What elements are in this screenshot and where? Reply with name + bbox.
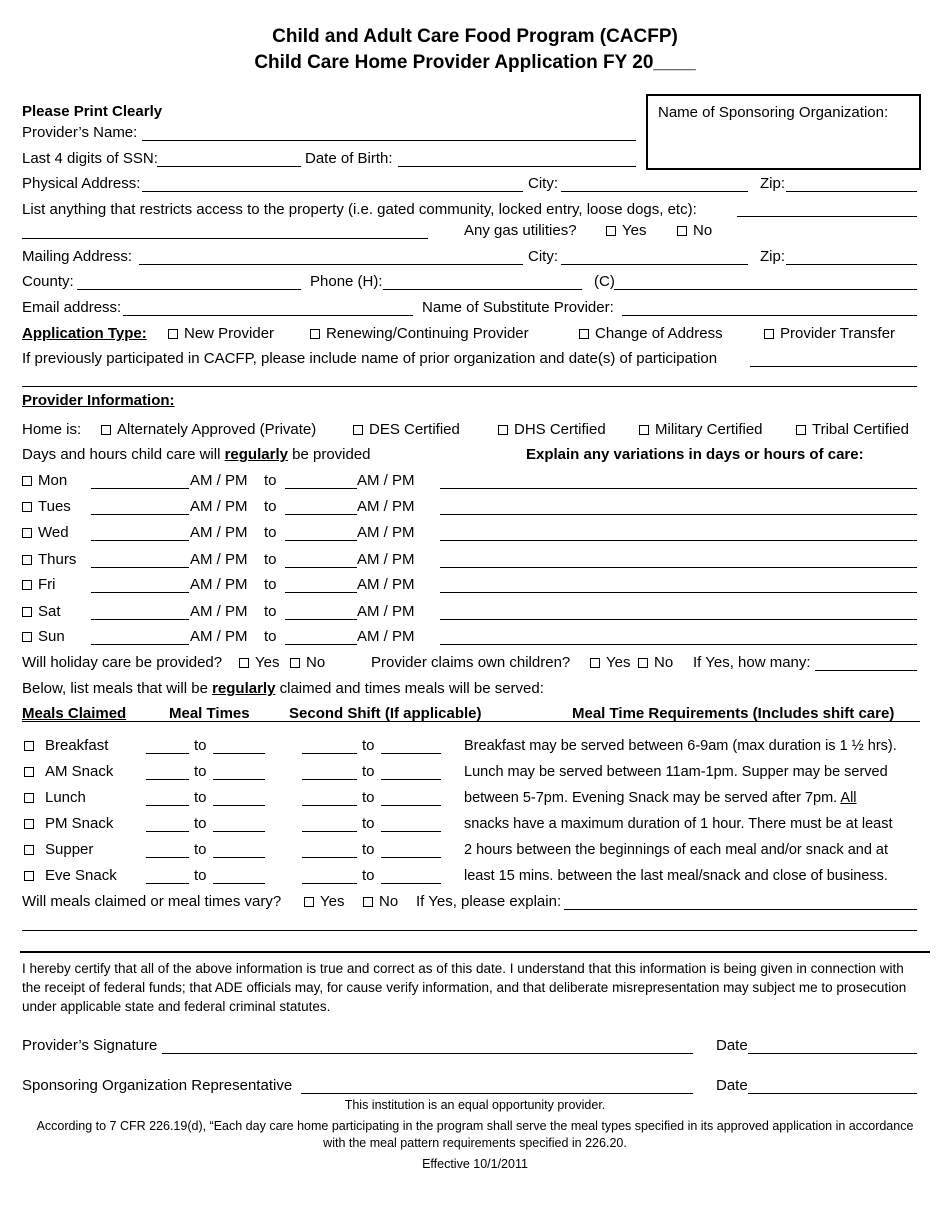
day-mon-start-field[interactable]	[91, 488, 189, 489]
own-children-no-option[interactable]	[638, 654, 673, 672]
meal-am-snack-to: to	[194, 763, 207, 780]
day-wed-start-ampm: AM / PM	[190, 524, 248, 541]
meal-eve-snack-option[interactable]	[24, 867, 117, 885]
own-children-yes-checkbox[interactable]	[590, 658, 600, 668]
day-thurs-label: Thurs	[38, 551, 77, 568]
physical-city-label: City:	[528, 175, 558, 192]
form-subtitle: Child Care Home Provider Application FY 20____	[254, 52, 696, 73]
provider-name-field[interactable]	[142, 140, 636, 141]
holiday-yes-checkbox[interactable]	[239, 658, 249, 668]
meal-eve-snack-start-field[interactable]	[146, 883, 189, 884]
meal-eve-snack-shift-start-field[interactable]	[302, 883, 357, 884]
app-type-change-address[interactable]	[579, 325, 723, 343]
dob-field[interactable]	[398, 166, 636, 167]
meals-explain-field[interactable]	[564, 909, 917, 910]
app-type-transfer-text: Provider Transfer	[780, 325, 896, 342]
home-military-checkbox[interactable]	[639, 425, 649, 435]
home-dhs-checkbox[interactable]	[498, 425, 508, 435]
second-shift-header: Second Shift (If applicable)	[289, 705, 482, 722]
home-military-certified[interactable]	[639, 421, 763, 439]
home-des-checkbox[interactable]	[353, 425, 363, 435]
meal-breakfast-to: to	[194, 737, 207, 754]
day-sat-start-ampm: AM / PM	[190, 603, 248, 620]
meal-pm-snack-option[interactable]	[24, 815, 113, 833]
meal-supper-shift-start-field[interactable]	[302, 857, 357, 858]
gas-yes-text: Yes	[622, 222, 647, 239]
meal-breakfast-start-field[interactable]	[146, 753, 189, 754]
certification-text: I hereby certify that all of the above information is true and correct as of this date. I understand that this information is being given in connection with the receipt of federal funds; that ADE officials may, for cause verify information, and that deliberate misrepresentation may subject me to prosecution under applicable state and federal criminal statutes.	[22, 961, 907, 1014]
day-sat-end-field[interactable]	[285, 619, 357, 620]
meal-pm-snack-start-field[interactable]	[146, 831, 189, 832]
meal-pm-snack-shift-to: to	[362, 815, 375, 832]
day-sat-checkbox[interactable]	[22, 607, 32, 617]
app-type-transfer[interactable]	[764, 325, 895, 343]
day-thurs-end-ampm: AM / PM	[357, 551, 415, 568]
county-field[interactable]	[77, 289, 301, 290]
meal-am-snack-start-field[interactable]	[146, 779, 189, 780]
meal-lunch-shift-to: to	[362, 789, 375, 806]
day-mon-to: to	[264, 472, 277, 489]
app-type-new-provider[interactable]	[168, 325, 274, 343]
day-tues-variation-field[interactable]	[440, 514, 917, 515]
home-military-text: Military Certified	[655, 421, 763, 438]
day-sat-label: Sat	[38, 603, 61, 620]
rep-signature-field[interactable]	[301, 1093, 693, 1094]
requirement-line-3-text: between 5-7pm. Evening Snack may be served after 7pm.	[464, 790, 841, 806]
holiday-no-option[interactable]	[290, 654, 325, 672]
provider-date-label: Date	[716, 1037, 748, 1054]
meals-explain-field-2[interactable]	[22, 930, 917, 931]
requirement-line-4: snacks have a maximum duration of 1 hour. There must be at least	[464, 816, 893, 832]
day-wed-end-ampm: AM / PM	[357, 524, 415, 541]
prior-participation-field[interactable]	[750, 366, 917, 367]
day-sat-start-field[interactable]	[91, 619, 189, 620]
day-wed-to: to	[264, 524, 277, 541]
meal-lunch-start-field[interactable]	[146, 805, 189, 806]
meal-am-snack-end-field[interactable]	[213, 779, 265, 780]
day-mon-option[interactable]	[22, 472, 67, 490]
mailing-zip-field[interactable]	[786, 264, 917, 265]
day-fri-end-field[interactable]	[285, 592, 357, 593]
app-type-change-checkbox[interactable]	[579, 329, 589, 339]
meal-supper-end-field[interactable]	[213, 857, 265, 858]
meal-pm-snack-checkbox[interactable]	[24, 819, 34, 829]
requirement-line-1: Breakfast may be served between 6-9am (max duration is 1 ½ hrs).	[464, 738, 897, 754]
meal-am-snack-label: AM Snack	[45, 763, 114, 780]
physical-zip-label: Zip:	[760, 175, 786, 192]
meal-lunch-shift-end-field[interactable]	[381, 805, 441, 806]
meal-eve-snack-end-field[interactable]	[213, 883, 265, 884]
gas-no-text: No	[693, 222, 713, 239]
day-sun-label: Sun	[38, 628, 65, 645]
days-hours-pre: Days and hours child care will	[22, 446, 225, 463]
gas-no-option[interactable]	[677, 222, 712, 240]
meal-supper-start-field[interactable]	[146, 857, 189, 858]
own-children-no-text: No	[654, 654, 674, 671]
home-des-text: DES Certified	[369, 421, 460, 438]
requirement-line-3	[464, 785, 939, 811]
provider-name-label: Provider’s Name:	[22, 124, 138, 141]
day-wed-end-field[interactable]	[285, 540, 357, 541]
meals-vary-yes-text: Yes	[320, 893, 345, 910]
day-tues-checkbox[interactable]	[22, 502, 32, 512]
provider-date-field[interactable]	[748, 1053, 917, 1054]
day-wed-checkbox[interactable]	[22, 528, 32, 538]
meals-intro	[22, 680, 544, 698]
meal-pm-snack-label: PM Snack	[45, 815, 114, 832]
day-fri-start-ampm: AM / PM	[190, 576, 248, 593]
day-fri-option[interactable]	[22, 576, 56, 594]
day-wed-start-field[interactable]	[91, 540, 189, 541]
application-type-label: Application Type:	[22, 325, 147, 342]
email-label: Email address:	[22, 299, 122, 316]
meal-am-snack-option[interactable]	[24, 763, 113, 781]
meals-header-underline	[22, 721, 920, 722]
day-thurs-start-field[interactable]	[91, 567, 189, 568]
provider-information-heading: Provider Information:	[22, 392, 175, 409]
meal-eve-snack-shift-end-field[interactable]	[381, 883, 441, 884]
own-children-yes-text: Yes	[606, 654, 631, 671]
home-tribal-checkbox[interactable]	[796, 425, 806, 435]
dob-label: Date of Birth:	[305, 150, 393, 167]
meal-supper-shift-to: to	[362, 841, 375, 858]
requirement-line-5: 2 hours between the beginnings of each meal and/or snack and at	[464, 842, 889, 858]
meals-vary-yes-checkbox[interactable]	[304, 897, 314, 907]
provider-signature-field[interactable]	[162, 1053, 693, 1054]
day-tues-end-ampm: AM / PM	[357, 498, 415, 515]
meals-vary-label: Will meals claimed or meal times vary?	[22, 893, 282, 910]
meals-intro-pre: Below, list meals that will be	[22, 680, 213, 697]
restrict-access-field-2[interactable]	[22, 238, 428, 239]
gas-no-checkbox[interactable]	[677, 226, 687, 236]
day-thurs-checkbox[interactable]	[22, 555, 32, 565]
meal-eve-snack-shift-to: to	[362, 867, 375, 884]
day-sun-end-ampm: AM / PM	[357, 628, 415, 645]
holiday-yes-option[interactable]	[239, 654, 279, 672]
own-children-label: Provider claims own children?	[371, 654, 571, 671]
section-divider	[20, 951, 930, 953]
meal-pm-snack-shift-end-field[interactable]	[381, 831, 441, 832]
home-dhs-text: DHS Certified	[514, 421, 606, 438]
meal-supper-checkbox[interactable]	[24, 845, 34, 855]
app-type-new-checkbox[interactable]	[168, 329, 178, 339]
holiday-yes-text: Yes	[255, 654, 280, 671]
meal-pm-snack-shift-start-field[interactable]	[302, 831, 357, 832]
requirement-line-6: least 15 mins. between the last meal/snack and close of business.	[464, 868, 888, 884]
day-sun-start-ampm: AM / PM	[190, 628, 248, 645]
rep-signature-label: Sponsoring Organization Representative	[22, 1077, 293, 1094]
app-type-new-text: New Provider	[184, 325, 275, 342]
physical-city-field[interactable]	[561, 191, 748, 192]
home-is-label: Home is:	[22, 421, 82, 438]
meals-explain-label: If Yes, please explain:	[416, 893, 562, 910]
app-type-renewing[interactable]	[310, 325, 529, 343]
own-children-yes-option[interactable]	[590, 654, 630, 672]
holiday-no-text: No	[306, 654, 326, 671]
email-field[interactable]	[123, 315, 413, 316]
meal-breakfast-checkbox[interactable]	[24, 741, 34, 751]
day-wed-label: Wed	[38, 524, 69, 541]
day-wed-variation-field[interactable]	[440, 540, 917, 541]
meal-time-requirements	[464, 733, 939, 889]
mailing-address-label: Mailing Address:	[22, 248, 133, 265]
day-tues-option[interactable]	[22, 498, 71, 516]
day-sun-start-field[interactable]	[91, 644, 189, 645]
meal-breakfast-option[interactable]	[24, 737, 108, 755]
day-sat-to: to	[264, 603, 277, 620]
ssn-label: Last 4 digits of SSN:	[22, 150, 158, 167]
how-many-field[interactable]	[815, 670, 917, 671]
day-sun-end-field[interactable]	[285, 644, 357, 645]
variations-label: Explain any variations in days or hours of care:	[526, 446, 864, 463]
meal-lunch-checkbox[interactable]	[24, 793, 34, 803]
holiday-no-checkbox[interactable]	[290, 658, 300, 668]
meals-vary-no-option[interactable]	[363, 893, 398, 911]
please-print-label: Please Print Clearly	[22, 103, 163, 120]
day-sun-variation-field[interactable]	[440, 644, 917, 645]
app-type-renewing-checkbox[interactable]	[310, 329, 320, 339]
equal-opportunity-note: This institution is an equal opportunity provider.	[344, 1098, 606, 1112]
day-thurs-end-field[interactable]	[285, 567, 357, 568]
day-tues-label: Tues	[38, 498, 71, 515]
meal-pm-snack-to: to	[194, 815, 207, 832]
meal-supper-label: Supper	[45, 841, 94, 858]
day-mon-label: Mon	[38, 472, 68, 489]
meal-am-snack-shift-to: to	[362, 763, 375, 780]
physical-address-field[interactable]	[142, 191, 523, 192]
day-mon-end-field[interactable]	[285, 488, 357, 489]
gas-yes-option[interactable]	[606, 222, 646, 240]
form-title: Child and Adult Care Food Program (CACFP)	[272, 26, 678, 47]
meals-vary-no-checkbox[interactable]	[363, 897, 373, 907]
rep-date-field[interactable]	[748, 1093, 917, 1094]
mailing-city-field[interactable]	[561, 264, 748, 265]
holiday-care-label: Will holiday care be provided?	[22, 654, 223, 671]
meal-breakfast-label: Breakfast	[45, 737, 109, 754]
meals-intro-regularly: regularly	[212, 680, 276, 697]
meal-breakfast-shift-end-field[interactable]	[381, 753, 441, 754]
meal-eve-snack-label: Eve Snack	[45, 867, 117, 884]
phone-home-field[interactable]	[383, 289, 582, 290]
requirement-line-2: Lunch may be served between 11am-1pm. Supper may be served	[464, 764, 888, 780]
day-mon-checkbox[interactable]	[22, 476, 32, 486]
requirement-line-3-all: All	[840, 790, 857, 806]
physical-zip-field[interactable]	[786, 191, 917, 192]
ssn-field[interactable]	[157, 166, 301, 167]
phone-cell-field[interactable]	[614, 289, 917, 290]
restrict-access-label: List anything that restricts access to the property (i.e. gated community, locked entry, loose dogs, etc):	[22, 201, 697, 218]
meals-vary-yes-option[interactable]	[304, 893, 344, 911]
home-des-certified[interactable]	[353, 421, 460, 439]
day-thurs-option[interactable]	[22, 551, 76, 569]
provider-signature-label: Provider’s Signature	[22, 1037, 158, 1054]
meals-intro-post: claimed and times meals will be served:	[275, 680, 544, 697]
day-thurs-start-ampm: AM / PM	[190, 551, 248, 568]
day-fri-label: Fri	[38, 576, 56, 593]
days-hours-label	[22, 446, 371, 464]
day-sat-variation-field[interactable]	[440, 619, 917, 620]
county-label: County:	[22, 273, 74, 290]
meal-lunch-shift-start-field[interactable]	[302, 805, 357, 806]
day-sat-option[interactable]	[22, 603, 61, 621]
phone-cell-label: (C)	[594, 273, 615, 290]
meal-supper-to: to	[194, 841, 207, 858]
meal-lunch-to: to	[194, 789, 207, 806]
day-tues-start-ampm: AM / PM	[190, 498, 248, 515]
prior-participation-label: If previously participated in CACFP, please include name of prior organization and date(s) of participation	[22, 350, 718, 367]
day-thurs-to: to	[264, 551, 277, 568]
meal-pm-snack-end-field[interactable]	[213, 831, 265, 832]
meal-breakfast-shift-to: to	[362, 737, 375, 754]
day-tues-to: to	[264, 498, 277, 515]
gas-utilities-label: Any gas utilities?	[464, 222, 577, 239]
app-type-transfer-checkbox[interactable]	[764, 329, 774, 339]
day-mon-end-ampm: AM / PM	[357, 472, 415, 489]
meal-am-snack-shift-end-field[interactable]	[381, 779, 441, 780]
rep-date-label: Date	[716, 1077, 748, 1094]
home-dhs-certified[interactable]	[498, 421, 606, 439]
meal-breakfast-shift-start-field[interactable]	[302, 753, 357, 754]
meal-eve-snack-checkbox[interactable]	[24, 871, 34, 881]
day-sun-option[interactable]	[22, 628, 65, 646]
sponsor-box-label: Name of Sponsoring Organization:	[658, 104, 889, 121]
day-fri-to: to	[264, 576, 277, 593]
meal-am-snack-checkbox[interactable]	[24, 767, 34, 777]
meal-lunch-option[interactable]	[24, 789, 86, 807]
day-thurs-variation-field[interactable]	[440, 567, 917, 568]
meal-times-header: Meal Times	[169, 705, 250, 722]
day-fri-variation-field[interactable]	[440, 592, 917, 593]
app-type-renewing-text: Renewing/Continuing Provider	[326, 325, 529, 342]
day-sun-to: to	[264, 628, 277, 645]
prior-participation-field-2[interactable]	[22, 386, 917, 387]
effective-date: Effective 10/1/2011	[422, 1157, 528, 1171]
cfr-note: According to 7 CFR 226.19(d), “Each day care home participating in the program shall serve the meal types specified in its approved application in accordance with the meal pattern requirements specified in 226.20.	[36, 1119, 914, 1150]
day-sat-end-ampm: AM / PM	[357, 603, 415, 620]
own-children-no-checkbox[interactable]	[638, 658, 648, 668]
mailing-city-label: City:	[528, 248, 558, 265]
app-type-change-text: Change of Address	[595, 325, 723, 342]
meal-breakfast-end-field[interactable]	[213, 753, 265, 754]
home-tribal-text: Tribal Certified	[812, 421, 909, 438]
phone-home-label: Phone (H):	[310, 273, 383, 290]
substitute-field[interactable]	[622, 315, 917, 316]
day-fri-checkbox[interactable]	[22, 580, 32, 590]
home-alt-approved[interactable]	[101, 421, 316, 439]
physical-address-label: Physical Address:	[22, 175, 141, 192]
substitute-label: Name of Substitute Provider:	[422, 299, 614, 316]
meals-vary-no-text: No	[379, 893, 399, 910]
day-wed-option[interactable]	[22, 524, 69, 542]
home-alt-text: Alternately Approved (Private)	[117, 421, 317, 438]
mailing-address-field[interactable]	[139, 264, 523, 265]
day-mon-start-ampm: AM / PM	[190, 472, 248, 489]
days-hours-regularly: regularly	[224, 446, 288, 463]
day-tues-start-field[interactable]	[91, 514, 189, 515]
mailing-zip-label: Zip:	[760, 248, 786, 265]
day-mon-variation-field[interactable]	[440, 488, 917, 489]
home-alt-checkbox[interactable]	[101, 425, 111, 435]
days-hours-post: be provided	[287, 446, 371, 463]
day-fri-end-ampm: AM / PM	[357, 576, 415, 593]
meal-am-snack-shift-start-field[interactable]	[302, 779, 357, 780]
sponsoring-organization-box[interactable]	[646, 94, 921, 170]
meals-claimed-header: Meals Claimed	[22, 705, 127, 722]
meal-supper-shift-end-field[interactable]	[381, 857, 441, 858]
day-fri-start-field[interactable]	[91, 592, 189, 593]
day-tues-end-field[interactable]	[285, 514, 357, 515]
meal-lunch-end-field[interactable]	[213, 805, 265, 806]
how-many-label: If Yes, how many:	[693, 654, 811, 671]
meal-supper-option[interactable]	[24, 841, 93, 859]
meal-eve-snack-to: to	[194, 867, 207, 884]
day-sun-checkbox[interactable]	[22, 632, 32, 642]
meal-lunch-label: Lunch	[45, 789, 86, 806]
meal-requirements-header: Meal Time Requirements (Includes shift care)	[572, 705, 895, 722]
home-tribal-certified[interactable]	[796, 421, 909, 439]
gas-yes-checkbox[interactable]	[606, 226, 616, 236]
restrict-access-field[interactable]	[737, 216, 917, 217]
